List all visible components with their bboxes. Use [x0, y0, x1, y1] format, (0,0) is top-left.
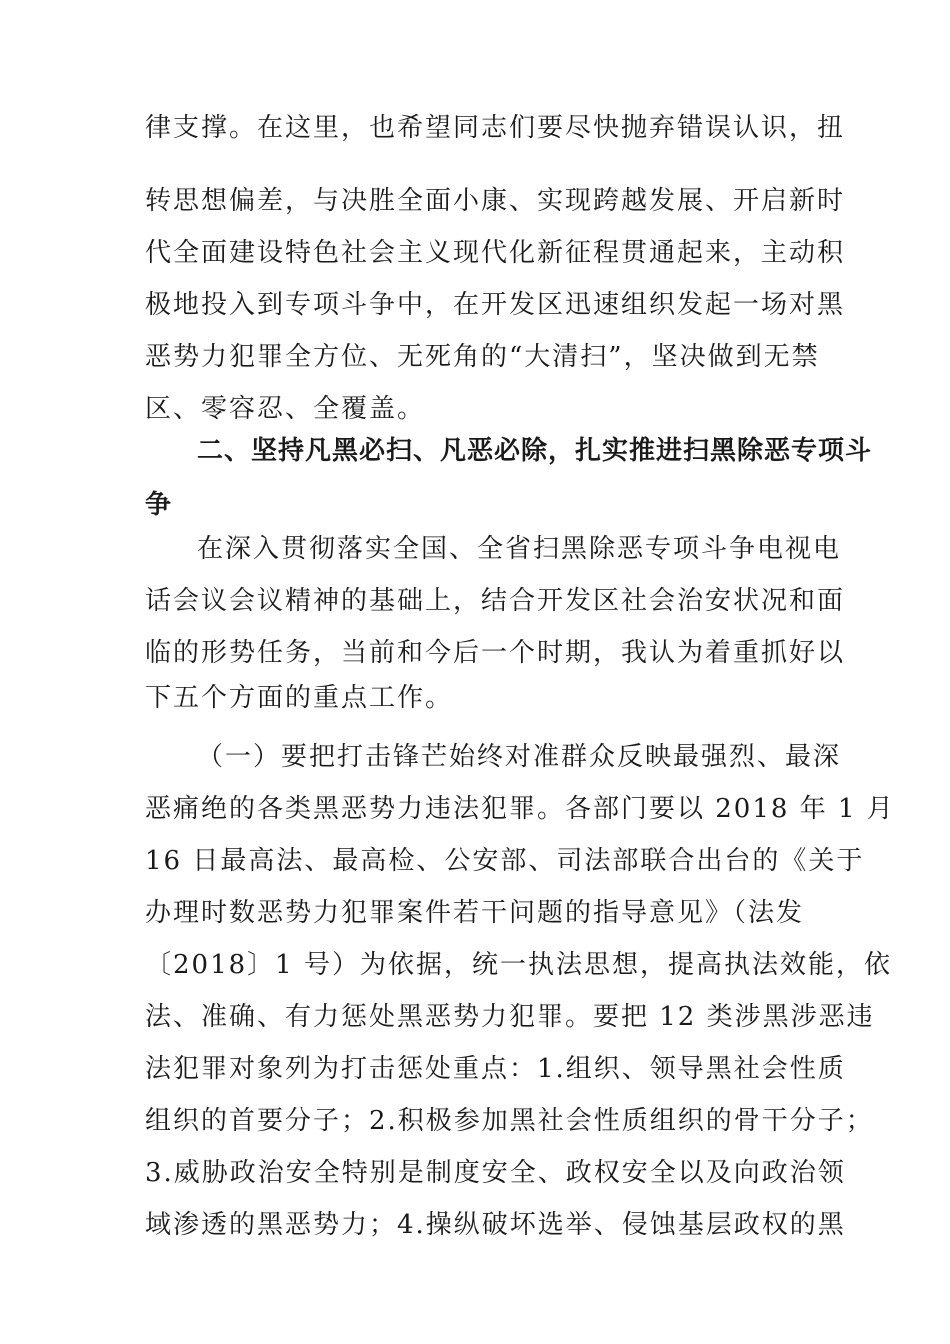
body-line: 域渗透的黑恶势力；4.操纵破坏选举、侵蚀基层政权的黑 — [145, 1210, 846, 1240]
body-line: 恶势力犯罪全方位、无死角的“大清扫”，坚决做到无禁 — [145, 342, 820, 372]
body-line: 转思想偏差，与决胜全面小康、实现跨越发展、开启新时 — [145, 186, 846, 216]
body-line: 律支撑。在这里，也希望同志们要尽快抛弃错误认识，扭 — [145, 113, 846, 143]
body-line: 办理时数恶势力犯罪案件若干问题的指导意见》（法发 — [145, 898, 805, 928]
body-line: 〔2018〕1 号）为依据，统一执法思想，提高执法效能，依 — [145, 950, 892, 980]
body-line: 话会议会议精神的基础上，结合开发区社会治安状况和面 — [145, 586, 846, 616]
body-line: 法、准确、有力惩处黑恶势力犯罪。要把 12 类涉黑涉恶违 — [145, 1002, 875, 1032]
body-line: 法犯罪对象列为打击惩处重点：1.组织、领导黑社会性质 — [145, 1054, 846, 1084]
body-line: 3.威胁政治安全特别是制度安全、政权安全以及向政治领 — [145, 1158, 846, 1188]
body-line: 临的形势任务，当前和今后一个时期，我认为着重抓好以 — [145, 638, 846, 668]
body-line: 区、零容忍、全覆盖。 — [145, 394, 426, 424]
section-heading: 二、坚持凡黑必扫、凡恶必除，扎实推进扫黑除恶专项斗 — [197, 436, 873, 466]
body-line: 代全面建设特色社会主义现代化新征程贯通起来，主动积 — [145, 238, 846, 268]
body-line: 下五个方面的重点工作。 — [145, 683, 454, 713]
body-line: 恶痛绝的各类黑恶势力违法犯罪。各部门要以 2018 年 1 月 — [145, 794, 895, 824]
section-heading-continued: 争 — [145, 490, 173, 520]
subsection-line: （一）要把打击锋芒始终对准群众反映最强烈、最深 — [197, 742, 842, 772]
body-line: 极地投入到专项斗争中，在开发区迅速组织发起一场对黑 — [145, 290, 846, 320]
body-line: 在深入贯彻落实全国、全省扫黑除恶专项斗争电视电 — [197, 534, 842, 564]
body-line: 组织的首要分子；2.积极参加黑社会性质组织的骨干分子； — [145, 1106, 874, 1136]
body-line: 16 日最高法、最高检、公安部、司法部联合出台的《关于 — [145, 846, 865, 876]
